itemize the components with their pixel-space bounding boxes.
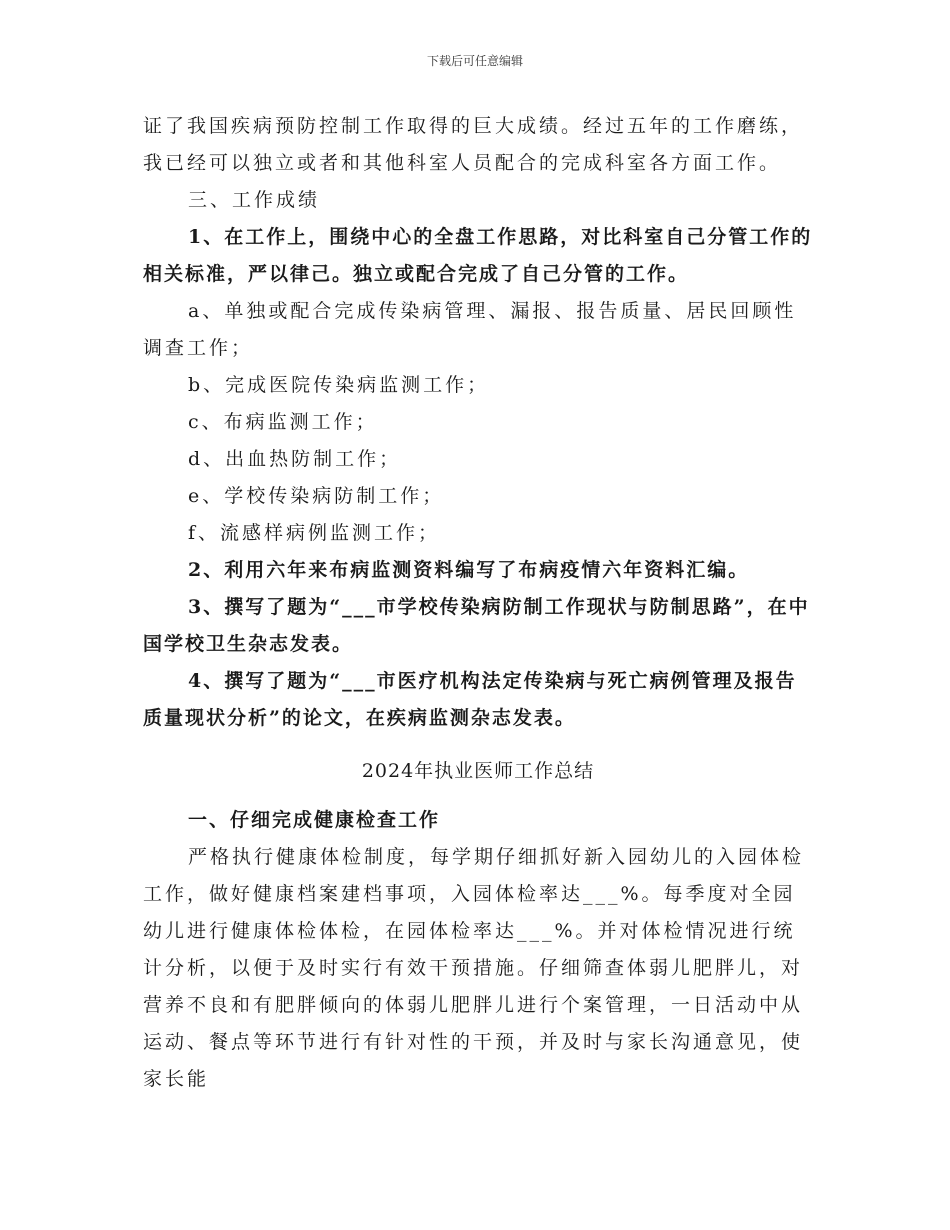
section-heading-achievements: 三、工作成绩 (188, 189, 321, 211)
sub-item-d: d、出血热防制工作； (188, 448, 402, 470)
sub-item-c: c、布病监测工作； (188, 411, 378, 433)
achievement-item-4: 4、撰写了题为“___市医疗机构法定传染病与死亡病例管理及报告质量现状分析”的论文，在疾病监测杂志发表。 (143, 670, 797, 729)
sub-item-b: b、完成医院传染病监测工作； (188, 374, 490, 396)
page-header: 下载后可任意编辑 (426, 54, 523, 68)
sub-item-f: f、流感样病例监测工作； (188, 522, 441, 544)
document-title: 2024年执业医师工作总结 (361, 760, 595, 782)
intro-line-1: 证了我国疾病预防控制工作取得的巨大成绩。经过五年的工作磨练， (143, 115, 804, 137)
achievement-item-3: 3、撰写了题为“___市学校传染病防制工作现状与防制思路”，在中国学校卫生杂志发表。 (143, 596, 810, 655)
sub-item-e: e、学校传染病防制工作； (188, 485, 445, 507)
sub-item-a: a、单独或配合完成传染病管理、漏报、报告质量、居民回顾性调查工作； (143, 300, 797, 359)
health-check-paragraph: 严格执行健康体检制度，每学期仔细抓好新入园幼儿的入园体检工作，做好健康档案建档事项，入园体检率达___%。每季度对全园幼儿进行健康体检体检，在园体检率达___%。并对体检情况进行统计分析，以便于及时实行有效干预措施。仔细筛查体弱儿肥胖儿，对营养不良和有肥胖倾向的体弱儿肥胖儿进行个案管理，一日活动中从运动、餐点等环节进行有针对性的干预，并及时与家长沟通意见，使家长能 (143, 846, 805, 1090)
achievement-item-2: 2、利用六年来布病监测资料编写了布病疫情六年资料汇编。 (188, 559, 750, 581)
section-heading-health-check: 一、仔细完成健康检查工作 (188, 809, 441, 831)
intro-line-2: 我已经可以独立或者和其他科室人员配合的完成科室各方面工作。 (143, 152, 782, 174)
achievement-item-1: 1、在工作上，围绕中心的全盘工作思路，对比科室自己分管工作的相关标准，严以律己。独立或配合完成了自己分管的工作。 (143, 226, 813, 285)
document-body (143, 108, 813, 1098)
